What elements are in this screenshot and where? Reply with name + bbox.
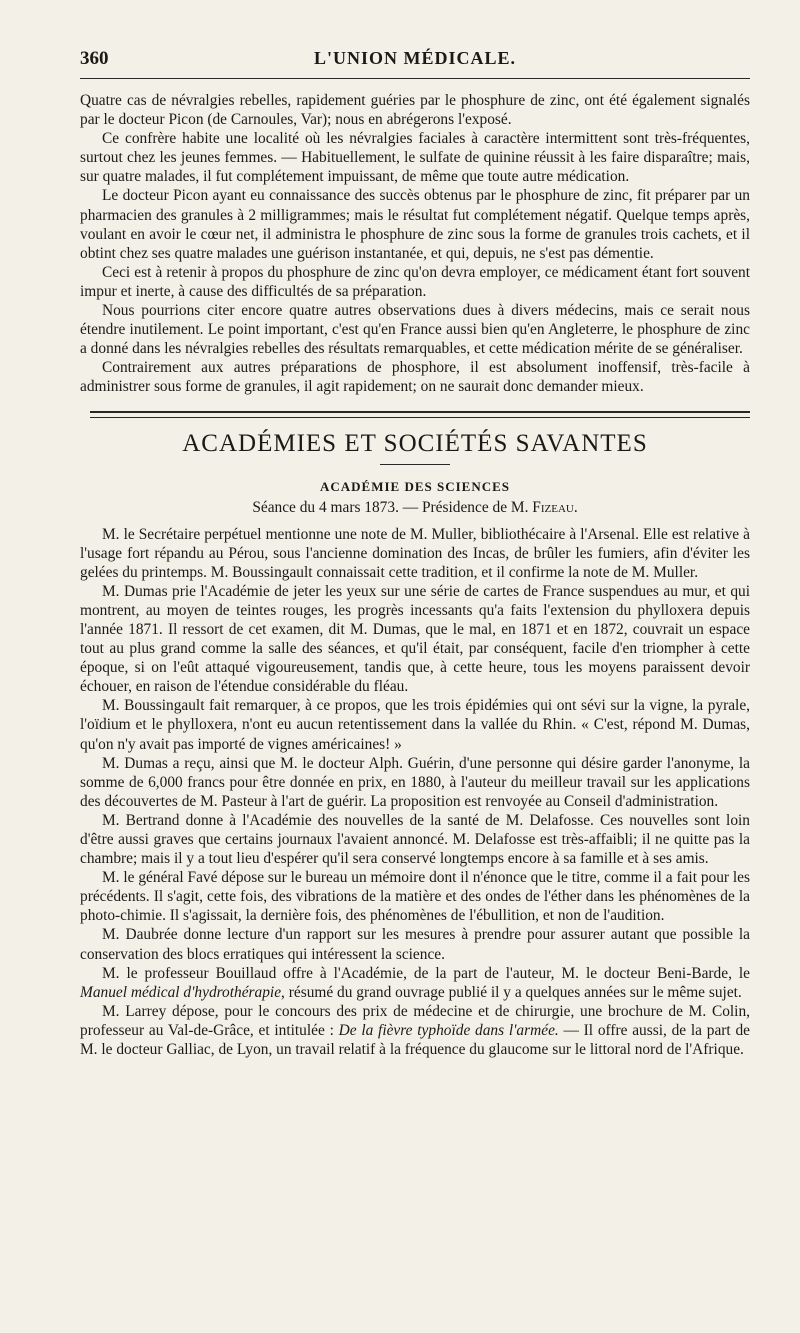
paragraph: M. Daubrée donne lecture d'un rapport sur les mesures à prendre pour assurer autant que possible la conservation des blocs erratiques qui intéressent la science. — [80, 926, 750, 963]
session-date: Séance du 4 mars 1873. — Présidence de M. — [252, 498, 533, 516]
paragraph: M. le Secrétaire perpétuel mentionne une note de M. Muller, bibliothécaire à l'Arsenal. Elle est relative à l'usage fort répandu au Pérou, sous l'ancienne domination des Incas, de brûler les fumiers, afin d'éviter les gelées du printemps. M. Boussingault connaissait cette tradition, et il confirme la note de M. Muller. — [80, 525, 750, 581]
paragraph: M. le général Favé dépose sur le bureau un mémoire dont il n'énonce que le titre, comme il a fait pour les précédents. Il s'agit, cette fois, des vibrations de la matière et des ondes de l'éther dans les phénomènes de la photo-chimie. Il s'agissait, la dernière fois, des phénomènes de l'ébullition, et non de l'audition. — [80, 869, 750, 925]
paragraph: Nous pourrions citer encore quatre autres observations dues à divers médecins, mais ce serait nous étendre inutilement. Le point important, c'est qu'en France aussi bien qu'en Angleterre, le phosphure de zinc a donné dans les névralgies rebelles des résultats remarquables, et cette médication mérite de se généraliser. — [80, 302, 750, 358]
page-number: 360 — [80, 48, 109, 69]
brochure-title: De la fièvre typhoïde dans l'armée. — [338, 1021, 559, 1039]
paragraph: Contrairement aux autres préparations de phosphore, il est absolument inoffensif, très-facile à administrer sous forme de granules, il agit rapidement; on ne saurait donc demander mieux. — [80, 359, 750, 396]
section-divider — [90, 411, 750, 418]
session-line — [80, 499, 750, 517]
paragraph — [80, 1002, 750, 1059]
running-head — [80, 48, 750, 79]
text-run: , résumé du grand ouvrage publié il y a quelques années sur le même sujet. — [281, 983, 742, 1001]
paragraph: M. Boussingault fait remarquer, à ce propos, que les trois épidémies qui ont sévi sur la vigne, la pyrale, l'oïdium et le phylloxera, n'ont eu aucun retentissement dans la vallée du Rhin. « C'est, répond M. Dumas, qu'on n'y avait pas importé de vignes américaines! » — [80, 697, 750, 753]
paragraph: Le docteur Picon ayant eu connaissance des succès obtenus par le phosphure de zinc, fit préparer par un pharmacien des granules à 2 milligrammes; mais le résultat fut complétement négatif. Quelque temps après, voulant en avoir le cœur net, il administra le phosphure de zinc sous la forme de granules trois cachets, et il obtint chez ses quatre malades une guérison instantanée, et qui, depuis, ne s'est pas démentie. — [80, 187, 750, 262]
paragraph — [80, 964, 750, 1002]
text-run: M. le professeur Bouillaud offre à l'Académie, de la part de l'auteur, M. le docteur Beni-Barde, le — [102, 964, 750, 982]
paragraph: Quatre cas de névralgies rebelles, rapidement guéries par le phosphure de zinc, ont été également signalés par le docteur Picon (de Carnoules, Var); nous en abrégerons l'exposé. — [80, 92, 750, 129]
paragraph: M. Dumas a reçu, ainsi que M. le docteur Alph. Guérin, d'une personne qui désire garder l'anonyme, la somme de 6,000 francs pour être donnée en prix, en 1880, à l'auteur du meilleur travail sur les applications des découvertes de M. Pasteur à l'art de guérir. La proposition est renvoyée au Conseil d'administration. — [80, 754, 750, 810]
paragraph: Ce confrère habite une localité où les névralgies faciales à caractère intermittent sont très-fréquentes, surtout chez les jeunes femmes. — Habituellement, le sulfate de quinine réussit à les faire disparaître; mais, sur quatre malades, il fut complétement impuissant, de même que toute autre médication. — [80, 130, 750, 186]
intro-text-block — [80, 91, 750, 397]
text-run: — Il offre aussi, de la part de M. le docteur Galliac, de Lyon, un travail relatif à la fréquence du glaucome sur le littoral nord de l'Afrique. — [80, 1021, 750, 1059]
book-title: Manuel médical d'hydrothérapie — [80, 983, 282, 1001]
academy-text-block — [80, 525, 750, 1060]
paragraph: M. Dumas prie l'Académie de jeter les yeux sur une série de cartes de France suspendues au mur, et qui montrent, au moyen de teintes rouges, les progrès incessants qu'a faits l'extension du phylloxera depuis l'année 1871. Il ressort de cet examen, dit M. Dumas, que le mal, en 1871 et en 1872, couvrait un espace tout au plus grand comme la salle des séances, et qu'il était, par conséquent, facile d'en triompher à cette époque, si on l'eût attaqué vigoureusement, tandis que, à cette heure, tous les moyens paraissent devoir échouer, en raison de l'étendue considérable du fléau. — [80, 582, 750, 696]
journal-title: L'UNION MÉDICALE. — [313, 48, 517, 68]
paragraph: M. Bertrand donne à l'Académie des nouvelles de la santé de M. Delafosse. Ces nouvelles sont loin d'être aussi graves que certains journaux l'avaient annoncé. M. Delafosse est très-affaibli; il ne quitte pas la chambre; mais il y a tout lieu d'espérer qu'il sera conservé longtemps encore à sa famille et à ses amis. — [80, 811, 750, 868]
subsection-title: ACADÉMIE DES SCIENCES — [319, 478, 511, 494]
text-run: M. Larrey dépose, pour le concours des prix de médecine et de chirurgie, une brochure de M. Colin, professeur au Val-de-Grâce, et intitulée : — [80, 1002, 750, 1039]
session-president: Fizeau. — [532, 498, 578, 516]
paragraph: Ceci est à retenir à propos du phosphure de zinc qu'on devra employer, ce médicament étant fort souvent impur et inerte, à cause des difficultés de sa préparation. — [80, 263, 750, 300]
title-underline — [380, 464, 450, 465]
section-title: ACADÉMIES ET SOCIÉTÉS SAVANTES — [182, 429, 648, 457]
